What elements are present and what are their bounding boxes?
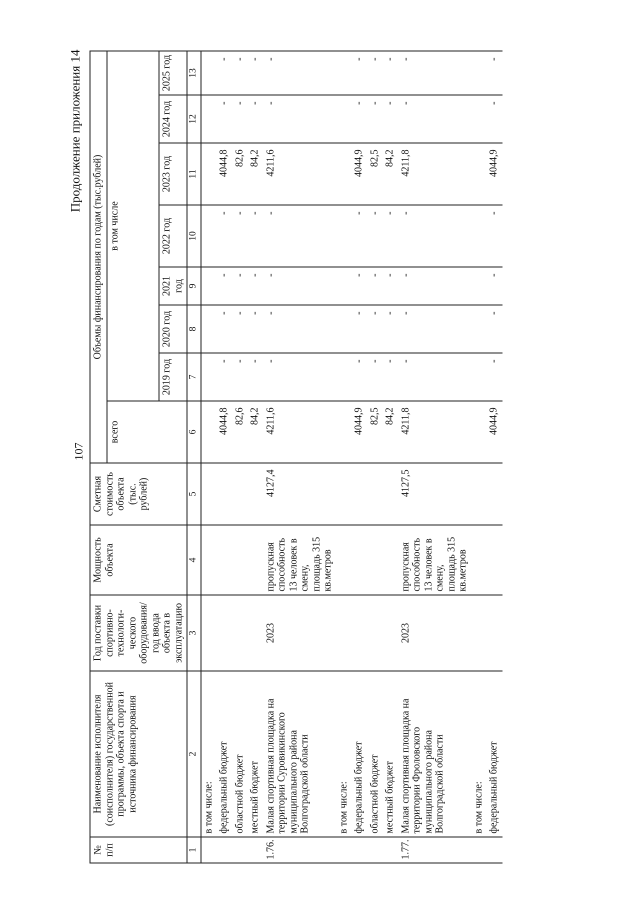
row-2020: - <box>248 305 264 353</box>
page-number: 107 <box>71 442 86 461</box>
row-2021: - <box>263 267 336 305</box>
row-2023: 84,2 <box>248 143 264 205</box>
row-name: областной бюджет <box>232 671 248 837</box>
column-index-cell: 12 <box>187 95 201 143</box>
row-2023: 4211,6 <box>263 143 336 205</box>
row-capacity <box>367 525 383 595</box>
row-year <box>487 595 503 671</box>
header-year: Год поставки спортивно-технологи-ческого оборудования/ год ввода объекта в эксплуатацию <box>90 595 187 671</box>
row-total: 82,6 <box>232 401 248 463</box>
row-name: Малая спортивная площадка на территории Суровикинского муниципального района Волгоградской области <box>263 671 336 837</box>
row-2020: - <box>383 305 399 353</box>
row-capacity <box>217 525 233 595</box>
table-row <box>201 51 217 863</box>
row-name: в том числе: <box>201 671 217 837</box>
table-body <box>201 51 503 863</box>
row-num <box>336 837 352 863</box>
header-total: всего <box>107 401 188 463</box>
row-capacity <box>248 525 264 595</box>
row-name: местный бюджет <box>383 671 399 837</box>
row-cost <box>248 463 264 525</box>
row-2023 <box>201 143 217 205</box>
row-2022: - <box>248 205 264 267</box>
column-index-cell: 11 <box>187 143 201 205</box>
row-2021: - <box>487 267 503 305</box>
column-index-cell: 13 <box>187 51 201 95</box>
table-row <box>248 51 264 863</box>
row-capacity <box>471 525 487 595</box>
row-2021: - <box>217 267 233 305</box>
column-index-cell: 9 <box>187 267 201 305</box>
column-index-cell: 2 <box>187 671 201 837</box>
row-num <box>367 837 383 863</box>
column-index-cell: 7 <box>187 353 201 401</box>
row-2019: - <box>232 353 248 401</box>
row-2024 <box>201 95 217 143</box>
table-row <box>217 51 233 863</box>
row-name: федеральный бюджет <box>352 671 368 837</box>
row-num <box>471 837 487 863</box>
row-cost <box>352 463 368 525</box>
row-year <box>367 595 383 671</box>
row-2024: - <box>248 95 264 143</box>
row-2025 <box>336 51 352 95</box>
row-2022 <box>201 205 217 267</box>
row-2024: - <box>383 95 399 143</box>
row-2022 <box>471 205 487 267</box>
row-2019: - <box>367 353 383 401</box>
header-2021: 2021 год <box>159 267 187 305</box>
row-cost <box>367 463 383 525</box>
row-2024: - <box>398 95 471 143</box>
row-year <box>201 595 217 671</box>
row-cost <box>336 463 352 525</box>
row-2019: - <box>248 353 264 401</box>
row-2023: 82,5 <box>367 143 383 205</box>
row-year <box>383 595 399 671</box>
row-2025: - <box>263 51 336 95</box>
row-total <box>471 401 487 463</box>
row-2021 <box>471 267 487 305</box>
column-index-cell: 5 <box>187 463 201 525</box>
row-2020 <box>471 305 487 353</box>
row-total: 4211,8 <box>398 401 471 463</box>
row-total: 4044,8 <box>217 401 233 463</box>
row-2022: - <box>367 205 383 267</box>
row-2023: 4044,8 <box>217 143 233 205</box>
row-capacity <box>383 525 399 595</box>
row-2020: - <box>352 305 368 353</box>
row-2024: - <box>232 95 248 143</box>
header-2022: 2022 год <box>159 205 187 267</box>
table-row <box>471 51 487 863</box>
row-2019: - <box>263 353 336 401</box>
header-2023: 2023 год <box>159 143 187 205</box>
row-2021 <box>336 267 352 305</box>
row-2020: - <box>367 305 383 353</box>
row-name: областной бюджет <box>367 671 383 837</box>
row-2023: 4211,8 <box>398 143 471 205</box>
column-index-cell: 6 <box>187 401 201 463</box>
table-row <box>263 51 336 863</box>
row-2023: 4044,9 <box>352 143 368 205</box>
row-2024: - <box>263 95 336 143</box>
row-2025: - <box>367 51 383 95</box>
row-total: 84,2 <box>383 401 399 463</box>
table-row <box>352 51 368 863</box>
row-2020: - <box>487 305 503 353</box>
row-2019 <box>471 353 487 401</box>
header-funding: Объемы финансирования по годам (тыс.рублей) <box>90 51 107 463</box>
row-num <box>352 837 368 863</box>
row-capacity <box>201 525 217 595</box>
row-2021 <box>201 267 217 305</box>
row-capacity <box>352 525 368 595</box>
row-2023 <box>471 143 487 205</box>
row-total: 4044,9 <box>352 401 368 463</box>
table-row <box>232 51 248 863</box>
row-year <box>248 595 264 671</box>
continuation-note: Продолжение приложения 14 <box>67 49 83 212</box>
row-year <box>232 595 248 671</box>
row-cost <box>471 463 487 525</box>
row-name: местный бюджет <box>248 671 264 837</box>
row-2025 <box>471 51 487 95</box>
header-incl: в том числе <box>107 51 160 401</box>
row-num <box>217 837 233 863</box>
row-2020: - <box>263 305 336 353</box>
row-2024: - <box>367 95 383 143</box>
row-year <box>336 595 352 671</box>
row-name: в том числе: <box>336 671 352 837</box>
table-row <box>398 51 471 863</box>
row-name: федеральный бюджет <box>487 671 503 837</box>
row-total: 84,2 <box>248 401 264 463</box>
column-index-cell: 3 <box>187 595 201 671</box>
row-2020 <box>201 305 217 353</box>
row-2023: 4044,9 <box>487 143 503 205</box>
row-2022: - <box>232 205 248 267</box>
header-2025: 2025 год <box>159 51 187 95</box>
row-2020: - <box>217 305 233 353</box>
header-capacity: Мощность объекта <box>90 525 187 595</box>
row-capacity: пропускная способность 13 человек в смену, площадь 315 кв.метров <box>398 525 471 595</box>
row-2021: - <box>398 267 471 305</box>
table-row <box>336 51 352 863</box>
row-total: 4211,6 <box>263 401 336 463</box>
row-num: 1.76. <box>263 837 336 863</box>
row-2020 <box>336 305 352 353</box>
row-2024 <box>471 95 487 143</box>
rotated-page <box>68 43 573 863</box>
header-2024: 2024 год <box>159 95 187 143</box>
row-2025: - <box>383 51 399 95</box>
row-2024 <box>336 95 352 143</box>
row-2025: - <box>487 51 503 95</box>
row-year: 2023 <box>263 595 336 671</box>
row-name: в том числе: <box>471 671 487 837</box>
row-total <box>201 401 217 463</box>
table-row <box>383 51 399 863</box>
header-cost: Сметная стоимость объекта (тыс. рублей) <box>90 463 187 525</box>
header-2019: 2019 год <box>159 353 187 401</box>
row-name: федеральный бюджет <box>217 671 233 837</box>
row-2025: - <box>352 51 368 95</box>
row-2019: - <box>487 353 503 401</box>
row-cost: 4127,5 <box>398 463 471 525</box>
row-2022: - <box>352 205 368 267</box>
row-cost <box>383 463 399 525</box>
table-row <box>367 51 383 863</box>
header-2020: 2020 год <box>159 305 187 353</box>
table-row <box>487 51 503 863</box>
row-2019: - <box>398 353 471 401</box>
row-capacity: пропускная способность 13 человек в смену, площадь 315 кв.метров <box>263 525 336 595</box>
header-num: № п/п <box>90 837 187 863</box>
row-total <box>336 401 352 463</box>
row-name: Малая спортивная площадка на территории Фроловского муниципального района Волгоградской области <box>398 671 471 837</box>
row-2019 <box>201 353 217 401</box>
row-2022: - <box>398 205 471 267</box>
row-2023 <box>336 143 352 205</box>
row-cost <box>232 463 248 525</box>
financing-table <box>90 50 503 863</box>
row-capacity <box>487 525 503 595</box>
row-2025: - <box>217 51 233 95</box>
row-num <box>487 837 503 863</box>
row-capacity <box>232 525 248 595</box>
row-cost <box>201 463 217 525</box>
row-2019: - <box>383 353 399 401</box>
column-index-cell: 4 <box>187 525 201 595</box>
row-total: 82,5 <box>367 401 383 463</box>
row-2025: - <box>398 51 471 95</box>
row-2022: - <box>487 205 503 267</box>
row-2019 <box>336 353 352 401</box>
column-index-cell: 10 <box>187 205 201 267</box>
row-2022: - <box>383 205 399 267</box>
row-2022 <box>336 205 352 267</box>
row-2024: - <box>352 95 368 143</box>
row-2020: - <box>232 305 248 353</box>
row-cost <box>217 463 233 525</box>
column-index-cell: 8 <box>187 305 201 353</box>
row-2024: - <box>217 95 233 143</box>
row-2021: - <box>248 267 264 305</box>
row-num <box>232 837 248 863</box>
row-capacity <box>336 525 352 595</box>
row-2022: - <box>217 205 233 267</box>
row-2023: 82,6 <box>232 143 248 205</box>
column-index-cell: 1 <box>187 837 201 863</box>
row-total: 4044,9 <box>487 401 503 463</box>
row-2021: - <box>232 267 248 305</box>
row-2019: - <box>352 353 368 401</box>
row-cost: 4127,4 <box>263 463 336 525</box>
column-index-row <box>187 51 201 863</box>
row-2022: - <box>263 205 336 267</box>
row-2025: - <box>232 51 248 95</box>
row-2024: - <box>487 95 503 143</box>
row-2025: - <box>248 51 264 95</box>
row-cost <box>487 463 503 525</box>
row-2021: - <box>367 267 383 305</box>
row-2021: - <box>352 267 368 305</box>
row-2023: 84,2 <box>383 143 399 205</box>
row-num <box>201 837 217 863</box>
row-num <box>248 837 264 863</box>
row-year <box>471 595 487 671</box>
row-2020: - <box>398 305 471 353</box>
row-year <box>217 595 233 671</box>
row-year: 2023 <box>398 595 471 671</box>
row-num <box>383 837 399 863</box>
row-year <box>352 595 368 671</box>
row-2025 <box>201 51 217 95</box>
row-2021: - <box>383 267 399 305</box>
row-2019: - <box>217 353 233 401</box>
header-name: Наименование исполнителя (соисполнителя) государственной программы, объекта спорта и источника финансирования <box>90 671 187 837</box>
row-num: 1.77. <box>398 837 471 863</box>
